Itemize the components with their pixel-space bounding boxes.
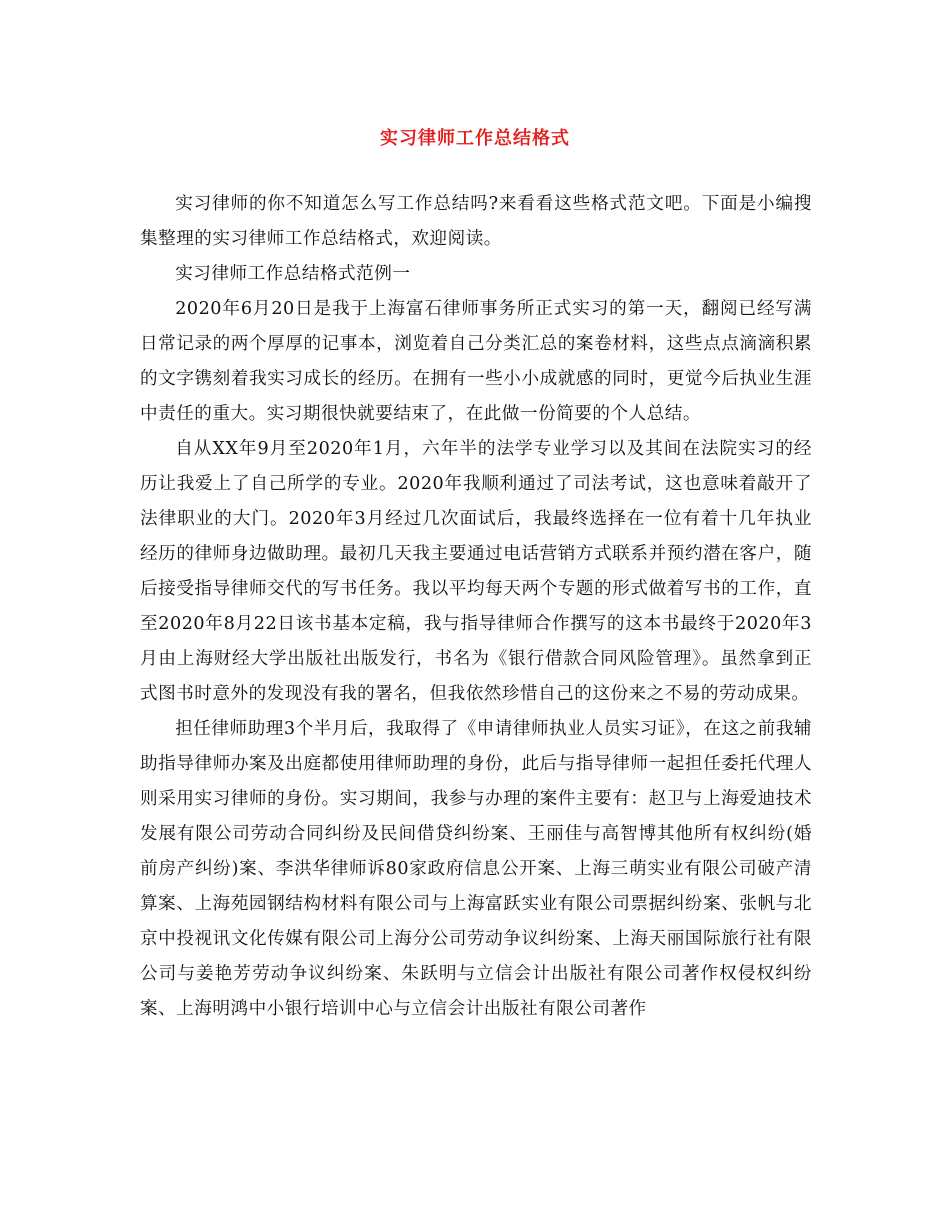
paragraph-first-day: 2020年6月20日是我于上海富石律师事务所正式实习的第一天，翻阅已经写满日常记录的两个厚厚的记事本，浏览着自己分类汇总的案卷材料，这些点点滴滴积累的文字镌刻着我实习成长的经历。在拥有一些小小成就感的同时，更觉今后执业生涯中责任的重大。实习期很快就要结束了，在此做一份简要的个人总结。 (140, 299, 812, 424)
paragraph-example-heading: 实习律师工作总结格式范例一 (175, 264, 411, 284)
paragraph-intro: 实习律师的你不知道怎么写工作总结吗?来看看这些格式范文吧。下面是小编搜集整理的实习律师工作总结格式，欢迎阅读。 (140, 194, 812, 249)
document-body (140, 187, 812, 1027)
paragraph-cases: 担任律师助理3个半月后，我取得了《申请律师执业人员实习证》，在这之前我辅助指导律师办案及出庭都使用律师助理的身份，此后与指导律师一起担任委托代理人则采用实习律师的身份。实习期间，我参与办理的案件主要有：赵卫与上海爱迪技术发展有限公司劳动合同纠纷及民间借贷纠纷案、王丽佳与高智博其他所有权纠纷(婚前房产纠纷)案、李洪华律师诉80家政府信息公开案、上海三萌实业有限公司破产清算案、上海苑园钢结构材料有限公司与上海富跃实业有限公司票据纠纷案、张帆与北京中投视讯文化传媒有限公司上海分公司劳动争议纠纷案、上海天丽国际旅行社有限公司与姜艳芳劳动争议纠纷案、朱跃明与立信会计出版社有限公司著作权侵权纠纷案、上海明鸿中小银行培训中心与立信会计出版社有限公司著作 (140, 719, 812, 1019)
document-title: 实习律师工作总结格式 (380, 128, 570, 149)
paragraph-background: 自从XX年9月至2020年1月，六年半的法学专业学习以及其间在法院实习的经历让我爱上了自己所学的专业。2020年我顺利通过了司法考试，这也意味着敲开了法律职业的大门。2020年3月经过几次面试后，我最终选择在一位有着十几年执业经历的律师身边做助理。最初几天我主要通过电话营销方式联系并预约潜在客户，随后接受指导律师交代的写书任务。我以平均每天两个专题的形式做着写书的工作，直至2020年8月22日该书基本定稿，我与指导律师合作撰写的这本书最终于2020年3月由上海财经大学出版社出版发行，书名为《银行借款合同风险管理》。虽然拿到正式图书时意外的发现没有我的署名，但我依然珍惜自己的这份来之不易的劳动成果。 (140, 439, 812, 704)
